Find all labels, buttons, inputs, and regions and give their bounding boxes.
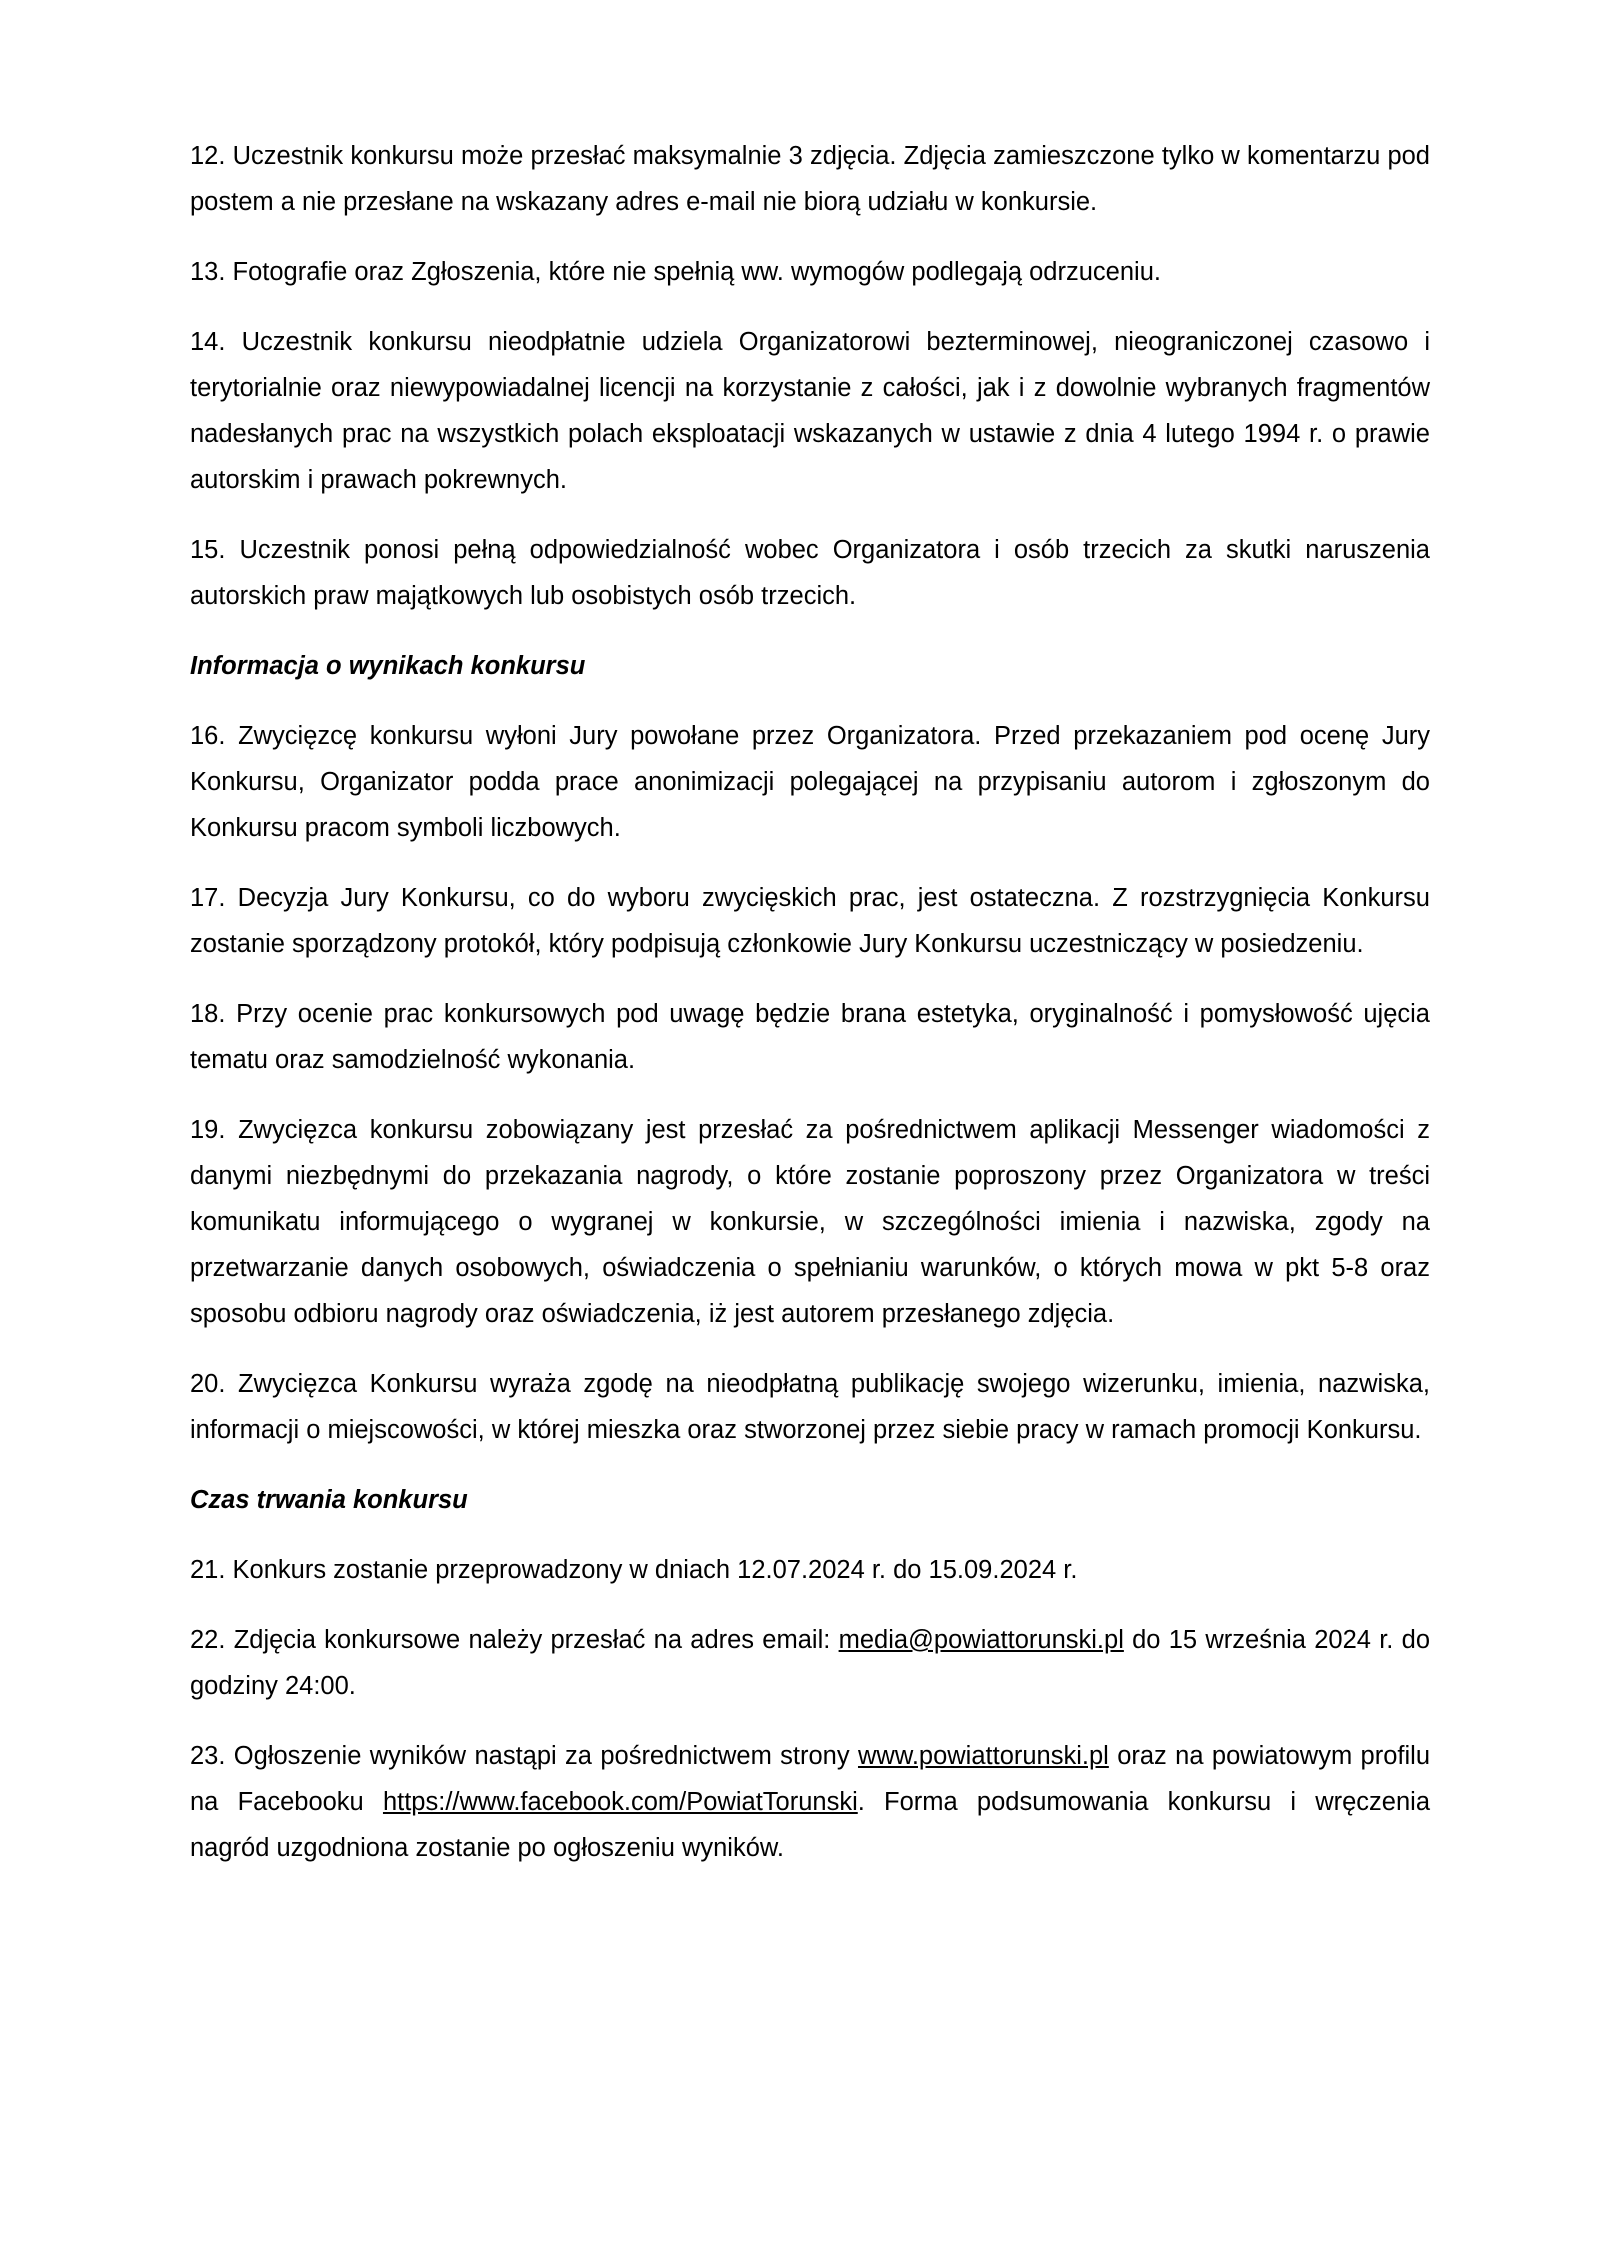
paragraph-16: 16. Zwycięzcę konkursu wyłoni Jury powołane przez Organizatora. Przed przekazaniem pod ocenę Jury Konkursu, Organizator podda prace anonimizacji polegającej na przypisaniu autorom i zgłoszonym do Konkursu pracom symboli liczbowych. <box>190 722 1430 842</box>
paragraph-22-text-before: 22. Zdjęcia konkursowe należy przesłać na adres email: <box>190 1626 839 1654</box>
email-link[interactable]: media@powiattorunski.pl <box>838 1626 1124 1654</box>
paragraph-20: 20. Zwycięzca Konkursu wyraża zgodę na nieodpłatną publikację swojego wizerunku, imienia, nazwiska, informacji o miejscowości, w której mieszka oraz stworzonej przez siebie pracy w ramach promocji Konkursu. <box>190 1370 1430 1444</box>
document-page <box>190 133 1430 1895</box>
paragraph-22 <box>190 1617 1430 1709</box>
paragraph-21: 21. Konkurs zostanie przeprowadzony w dniach 12.07.2024 r. do 15.09.2024 r. <box>190 1556 1078 1584</box>
paragraph-15: 15. Uczestnik ponosi pełną odpowiedzialność wobec Organizatora i osób trzecich za skutki naruszenia autorskich praw majątkowych lub osobistych osób trzecich. <box>190 536 1430 610</box>
paragraph-23 <box>190 1733 1430 1871</box>
paragraph-12: 12. Uczestnik konkursu może przesłać maksymalnie 3 zdjęcia. Zdjęcia zamieszczone tylko w komentarzu pod postem a nie przesłane na wskazany adres e-mail nie biorą udziału w konkursie. <box>190 142 1430 216</box>
facebook-link[interactable]: https://www.facebook.com/PowiatTorunski <box>382 1788 858 1816</box>
heading-duration: Czas trwania konkursu <box>190 1486 468 1514</box>
paragraph-19: 19. Zwycięzca konkursu zobowiązany jest przesłać za pośrednictwem aplikacji Messenger wiadomości z danymi niezbędnymi do przekazania nagrody, o które zostanie poproszony przez Organizatora w treści komunikatu informującego o wygranej w konkursie, w szczególności imienia i nazwiska, zgody na przetwarzanie danych osobowych, oświadczenia o spełnianiu warunków, o których mowa w pkt 5-8 oraz sposobu odbioru nagrody oraz oświadczenia, iż jest autorem przesłanego zdjęcia. <box>190 1116 1430 1328</box>
paragraph-18: 18. Przy ocenie prac konkursowych pod uwagę będzie brana estetyka, oryginalność i pomysłowość ujęcia tematu oraz samodzielność wykonania. <box>190 1000 1430 1074</box>
paragraph-14: 14. Uczestnik konkursu nieodpłatnie udziela Organizatorowi bezterminowej, nieograniczonej czasowo i terytorialnie oraz niewypowiadalnej licencji na korzystanie z całości, jak i z dowolnie wybranych fragmentów nadesłanych prac na wszystkich polach eksploatacji wskazanych w ustawie z dnia 4 lutego 1994 r. o prawie autorskim i prawach pokrewnych. <box>190 328 1430 494</box>
paragraph-13: 13. Fotografie oraz Zgłoszenia, które nie spełnią ww. wymogów podlegają odrzuceniu. <box>190 258 1161 286</box>
paragraph-23-text-before: 23. Ogłoszenie wyników nastąpi za pośrednictwem strony <box>190 1742 858 1770</box>
paragraph-23-text-after: . Forma podsumowania konkursu i wręczenia nagród uzgodniona zostanie po ogłoszeniu wyników. <box>190 1788 1430 1862</box>
paragraph-17: 17. Decyzja Jury Konkursu, co do wyboru zwycięskich prac, jest ostateczna. Z rozstrzygnięcia Konkursu zostanie sporządzony protokół, który podpisują członkowie Jury Konkursu uczestniczący w posiedzeniu. <box>190 884 1430 958</box>
website-link[interactable]: www.powiattorunski.pl <box>857 1742 1109 1770</box>
paragraph-23-text-middle: oraz na powiatowym profilu na Facebooku <box>190 1742 1430 1816</box>
heading-results: Informacja o wynikach konkursu <box>190 652 586 680</box>
paragraph-22-text-after: do 15 września 2024 r. do godziny 24:00. <box>190 1626 1431 1700</box>
